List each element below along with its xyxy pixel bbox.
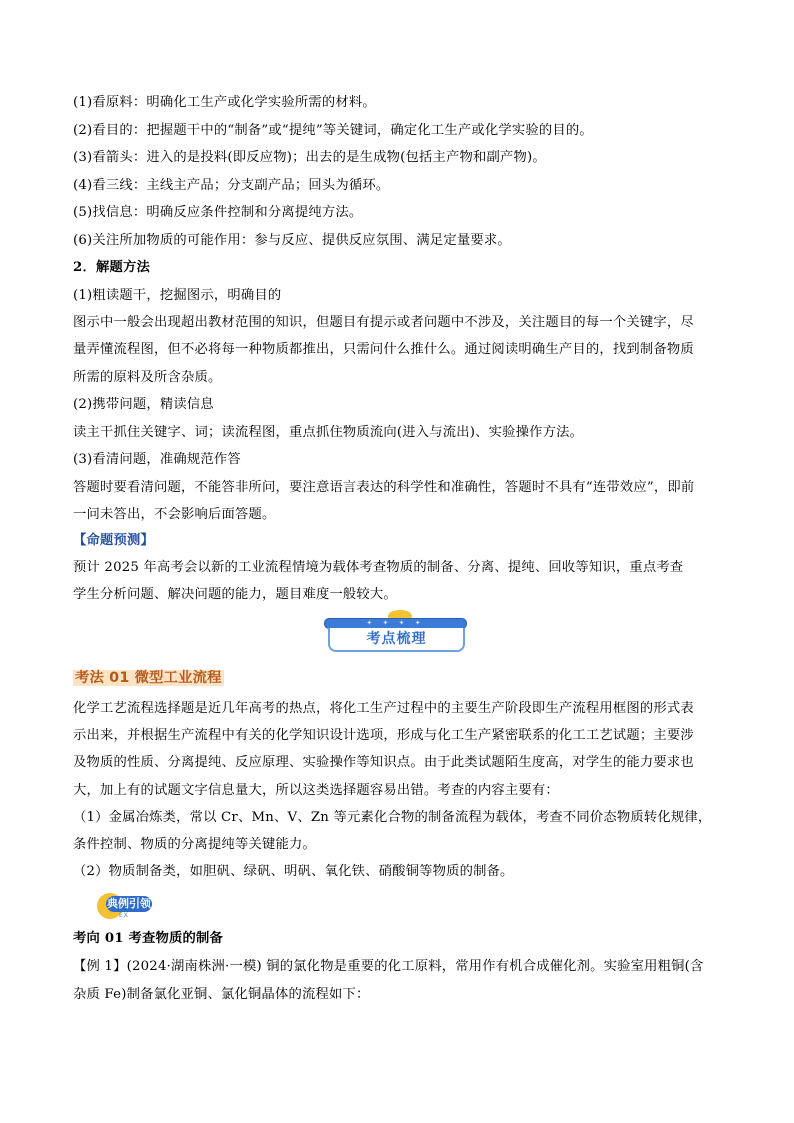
example-line: 杂质 Fe)制备氯化亚铜、氯化铜晶体的流程如下： bbox=[73, 987, 370, 1002]
example-line: 【例 1】(2024·湖南株洲·一模) 铜的氯化物是重要的化工原料，常用作有机合成催化剂。实验室用粗铜(含 bbox=[73, 959, 704, 974]
section-line: （1）金属冶炼类，常以 Cr、Mn、V、Zn 等元素化合物的制备流程为载体，考查不同价态物质转化规律， bbox=[73, 810, 712, 825]
method-line: 所需的原料及所含杂质。 bbox=[73, 370, 222, 385]
section-line: （2）物质制备类，如胆矾、绿矾、明矾、氧化铁、硝酸铜等物质的制备。 bbox=[73, 864, 514, 879]
point-4: (4)看三线：主线主产品；分支副产品；回头为循环。 bbox=[73, 178, 390, 193]
method-line: (1)粗读题干，挖掘图示，明确目的 bbox=[73, 288, 282, 303]
banner-bar: ✦ ✦ ✦ ✦ bbox=[324, 618, 467, 629]
example-heading: 考向 01 考查物质的制备 bbox=[73, 931, 224, 946]
section-banner bbox=[324, 610, 467, 654]
method-line: (2)携带问题，精读信息 bbox=[73, 397, 214, 412]
example-badge bbox=[97, 893, 157, 919]
section-line: 化学工艺流程选择题是近几年高考的热点，将化工生产过程中的主要生产阶段即生产流程用框图的形式表 bbox=[73, 701, 694, 716]
banner-title: 考点梳理 bbox=[366, 631, 427, 647]
method-line: (3)看清问题，准确规范作答 bbox=[73, 452, 241, 467]
section-line: 及物质的性质、分离提纯、反应原理、实验操作等知识点。由于此类试题陌生度高，对学生的能力要求也 bbox=[73, 755, 694, 770]
point-3: (3)看箭头：进入的是投料(即反应物)；出去的是生成物(包括主产物和副产物)。 bbox=[73, 150, 546, 165]
method-line: 答题时要看清问题，不能答非所问，要注意语言表达的科学性和准确性，答题时不具有“连带效应”，即前 bbox=[73, 480, 695, 495]
point-1: (1)看原料：明确化工生产或化学实验所需的材料。 bbox=[73, 95, 376, 110]
method-line: 量弄懂流程图，但不必将每一种物质都推出，只需问什么推什么。通过阅读明确生产目的，找到制备物质 bbox=[73, 342, 694, 357]
section-line: 大，加上有的试题文字信息量大，所以这类选择题容易出错。考查的内容主要有： bbox=[73, 783, 559, 798]
section-heading: 考法 01 微型工业流程 bbox=[75, 670, 222, 686]
badge-label: 典例引领 bbox=[107, 897, 151, 910]
point-5: (5)找信息：明确反应条件控制和分离提纯方法。 bbox=[73, 205, 363, 220]
section-line: 条件控制、物质的分离提纯等关键能力。 bbox=[73, 837, 316, 852]
point-2: (2)看目的：把握题干中的“制备”或“提纯”等关键词，确定化工生产或化学实验的目的。 bbox=[73, 123, 593, 138]
method-line: 一问未答出，不会影响后面答题。 bbox=[73, 507, 276, 522]
badge-sub: EX bbox=[119, 912, 129, 919]
banner-box bbox=[328, 628, 465, 652]
method-heading: 2．解题方法 bbox=[73, 260, 150, 275]
prediction-line: 预计 2025 年高考会以新的工业流程情境为载体考查物质的制备、分离、提纯、回收等知识，重点考查 bbox=[73, 560, 684, 575]
point-6: (6)关注所加物质的可能作用：参与反应、提供反应氛围、满足定量要求。 bbox=[73, 233, 511, 248]
method-line: 图示中一般会出现超出教材范围的知识，但题目有提示或者问题中不涉及，关注题目的每一个关键字，尽 bbox=[73, 315, 694, 330]
prediction-line: 学生分析问题、解决问题的能力，题目难度一般较大。 bbox=[73, 587, 397, 602]
prediction-heading: 【命题预测】 bbox=[73, 533, 154, 548]
section-line: 示出来，并根据生产流程中有关的化学知识设计选项，形成与化工生产紧密联系的化工工艺试题；主要涉 bbox=[73, 728, 694, 743]
method-line: 读主干抓住关键字、词；读流程图，重点抓住物质流向(进入与流出)、实验操作方法。 bbox=[73, 425, 584, 440]
section-heading-row bbox=[73, 668, 733, 689]
